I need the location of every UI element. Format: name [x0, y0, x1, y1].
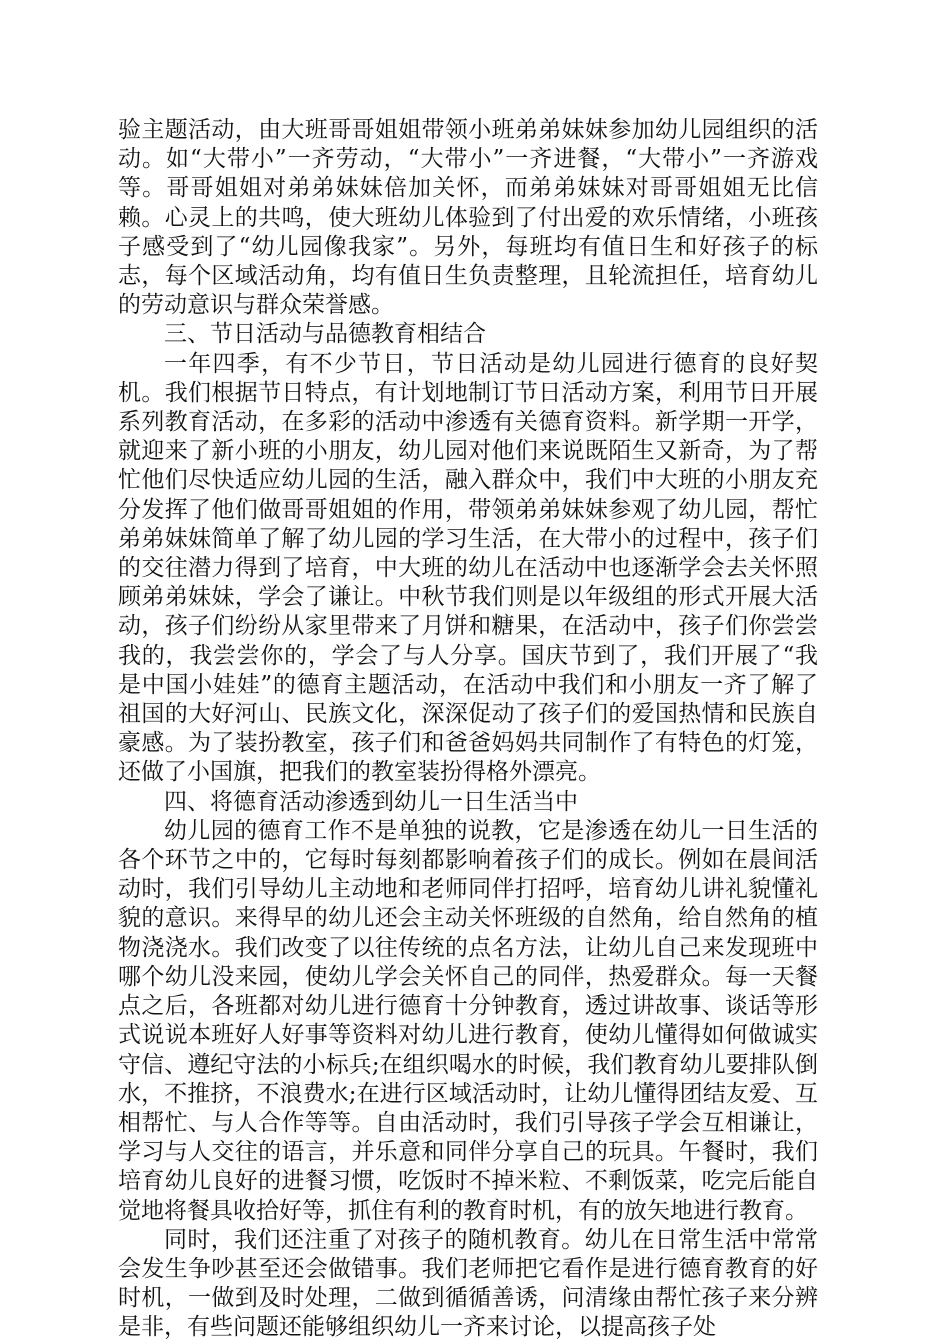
paragraph-random-education: 同时，我们还注重了对孩子的随机教育。幼儿在日常生活中常常会发生争吵甚至还会做错事。我们老师把它看作是进行德育教育的好时机，一做到及时处理，二做到循循善诱，问清缘由帮忙孩子来分辨是非，有些问题还能够组织幼儿一齐来讨论，以提高孩子处 [118, 1226, 818, 1341]
paragraph-daily-life: 幼儿园的德育工作不是单独的说教，它是渗透在幼儿一日生活的各个环节之中的，它每时每刻都影响着孩子们的成长。例如在晨间活动时，我们引导幼儿主动地和老师同伴打招呼，培育幼儿讲礼貌懂礼貌的意识。来得早的幼儿还会主动关怀班级的自然角，给自然角的植物浇浇水。我们改变了以往传统的点名方法，让幼儿自己来发现班中哪个幼儿没来园，使幼儿学会关怀自己的同伴，热爱群众。每一天餐点之后，各班都对幼儿进行德育十分钟教育，透过讲故事、谈话等形式说说本班好人好事等资料对幼儿进行教育，使幼儿懂得如何做诚实守信、遵纪守法的小标兵;在组织喝水的时候，我们教育幼儿要排队倒水，不推挤，不浪费水;在进行区域活动时，让幼儿懂得团结友爱、互相帮忙、与人合作等等。自由活动时，我们引导孩子学会互相谦让，学习与人交往的语言，并乐意和同伴分享自己的玩具。午餐时，我们培育幼儿良好的进餐习惯，吃饭时不掉米粒、不剩饭菜，吃完后能自觉地将餐具收拾好等，抓住有利的教育时机，有的放矢地进行教育。 [118, 817, 818, 1224]
section-heading-3: 三、节日活动与品德教育相结合 [164, 321, 486, 348]
paragraph-continuation: 验主题活动，由大班哥哥姐姐带领小班弟弟妹妹参加幼儿园组织的活动。如“大带小”一齐劳动，“大带小”一齐进餐，“大带小”一齐游戏等。哥哥姐姐对弟弟妹妹倍加关怀，而弟弟妹妹对哥哥姐姐无比信赖。心灵上的共鸣，使大班幼儿体验到了付出爱的欢乐情绪，小班孩子感受到了“幼儿园像我家”。另外，每班均有值日生和好孩子的标志，每个区域活动角，均有值日生负责整理，且轮流担任，培育幼儿的劳动意识与群众荣誉感。 [118, 117, 818, 319]
section-heading-4: 四、将德育活动渗透到幼儿一日生活当中 [164, 788, 578, 815]
document-body [118, 116, 818, 1343]
paragraph-festival-activities: 一年四季，有不少节日，节日活动是幼儿园进行德育的良好契机。我们根据节日特点，有计划地制订节日活动方案，利用节日开展系列教育活动，在多彩的活动中渗透有关德育资料。新学期一开学，就迎来了新小班的小朋友，幼儿园对他们来说既陌生又新奇，为了帮忙他们尽快适应幼儿园的生活，融入群众中，我们中大班的小朋友充分发挥了他们做哥哥姐姐的作用，带领弟弟妹妹参观了幼儿园，帮忙弟弟妹妹简单了解了幼儿园的学习生活，在大带小的过程中，孩子们的交往潜力得到了培育，中大班的幼儿在活动中也逐渐学会去关怀照顾弟弟妹妹，学会了谦让。中秋节我们则是以年级组的形式开展大活动，孩子们纷纷从家里带来了月饼和糖果，在活动中，孩子们你尝尝我的，我尝尝你的，学会了与人分享。国庆节到了，我们开展了“我是中国小娃娃”的德育主题活动，在活动中我们和小朋友一齐了解了祖国的大好河山、民族文化，深深促动了孩子们的爱国热情和民族自豪感。为了装扮教室，孩子们和爸爸妈妈共同制作了有特色的灯笼，还做了小国旗，把我们的教室装扮得格外漂亮。 [118, 350, 818, 786]
